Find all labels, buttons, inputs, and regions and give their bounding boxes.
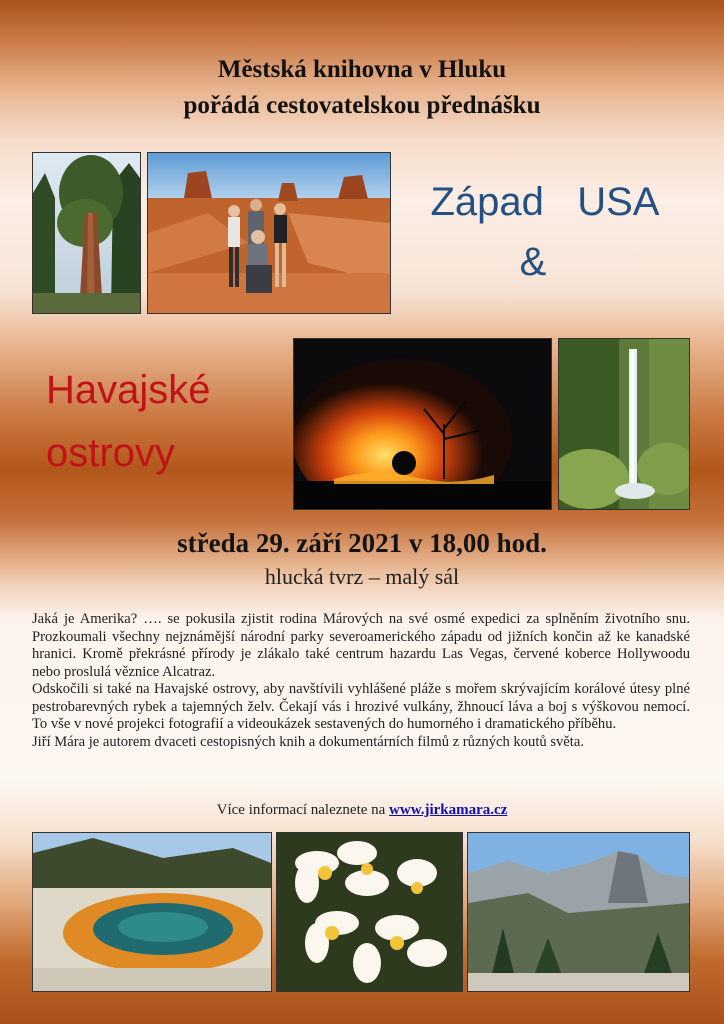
hawaii-title-line-2: ostrovy <box>46 431 175 475</box>
website-link[interactable]: www.jirkamara.cz <box>389 802 508 818</box>
volcano-photo <box>293 338 552 510</box>
ampersand: & <box>519 240 547 284</box>
hawaii-title-line-1: Havajské <box>46 368 211 412</box>
description-paragraph-2: Odskočili si také na Havajské ostrovy, aby navštívili vyhlášené pláže s mořem skrývajícím korálové útesy plné pestrobarevných rybek a tajemných želv. Čekají vás i hrozivé vulkány, žhnoucí láva a boj s výškovou nemocí. To vše v nové projekci fotografií a videoukázek sestavených do humorného i dramatického příběhu. <box>32 681 690 732</box>
plumeria-photo <box>276 832 463 992</box>
yosemite-photo <box>467 832 690 992</box>
header-line-1: Městská knihovna v Hluku <box>217 56 507 83</box>
sequoia-photo <box>32 152 141 314</box>
description-paragraph-1: Jaká je Amerika? …. se pokusila zjistit rodina Márových na své osmé expedici za splněním životního snu. Prozkoumali všechny nejznámější národní parky severoamerického západu od jižních končin až ke kanadské hranici. Kromě překrásné přírody je zlákalo také centrum hazardu Las Vegas, červené koberce Hollywoodu nebo proslulá věznice Alcatraz. <box>32 611 690 680</box>
event-venue: hlucká tvrz – malý sál <box>264 564 460 589</box>
header-line-2: pořádá cestovatelskou přednášku <box>183 92 541 119</box>
event-date: středa 29. září 2021 v 18,00 hod. <box>177 528 547 558</box>
hot-spring-photo <box>32 832 272 992</box>
description <box>32 611 690 751</box>
info-prefix: Více informací naleznete na <box>216 802 390 818</box>
west-usa-title: Západ USA <box>430 180 660 224</box>
waterfall-photo <box>558 338 690 510</box>
info-line <box>0 802 724 819</box>
monument-valley-photo <box>147 152 391 314</box>
description-paragraph-3: Jiří Mára je autorem dvaceti cestopisných knih a dokumentárních filmů z různých koutů světa. <box>32 733 584 750</box>
